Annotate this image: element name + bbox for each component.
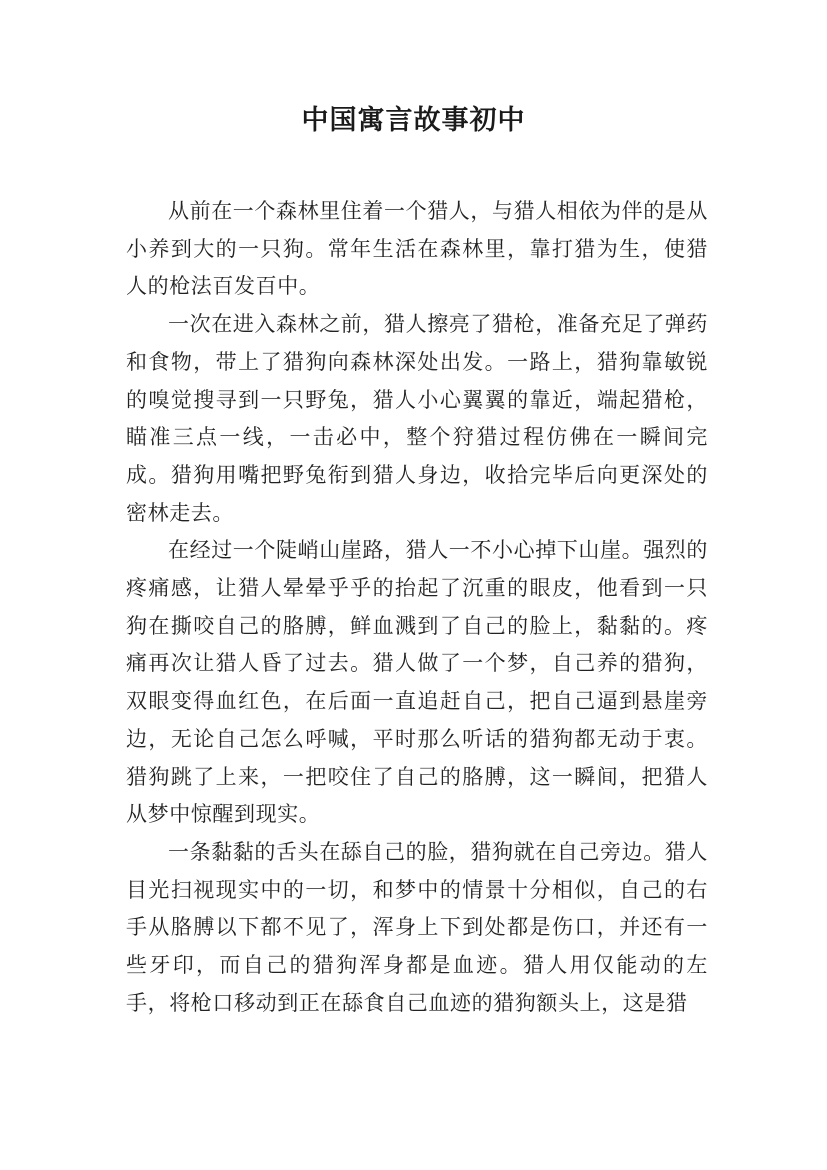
paragraph: 一次在进入森林之前，猎人擦亮了猎枪，准备充足了弹药和食物，带上了猎狗向森林深处出发。一路上，猎狗靠敏锐的嗅觉搜寻到一只野兔，猎人小心翼翼的靠近，端起猎枪，瞄准三点一线，一击必中，整个狩猎过程仿佛在一瞬间完成。猎狗用嘴把野兔衔到猎人身边，收拾完毕后向更深处的密林走去。 — [126, 312, 708, 525]
paragraph: 在经过一个陡峭山崖路，猎人一不小心掉下山崖。强烈的疼痛感，让猎人晕晕乎乎的抬起了沉重的眼皮，他看到一只狗在撕咬自己的胳膊，鲜血溅到了自己的脸上，黏黏的。疼痛再次让猎人昏了过去。猎人做了一个梦，自己养的猎狗，双眼变得血红色，在后面一直追赶自己，把自己逼到悬崖旁边，无论自己怎么呼喊，平时那么听话的猎狗都无动于衷。猎狗跳了上来，一把咬住了自己的胳膊，这一瞬间，把猎人从梦中惊醒到现实。 — [126, 538, 708, 827]
document-body — [126, 193, 708, 1022]
document-title: 中国寓言故事初中 — [301, 105, 526, 136]
paragraph: 从前在一个森林里住着一个猎人，与猎人相依为伴的是从小养到大的一只狗。常年生活在森林里，靠打猎为生，使猎人的枪法百发百中。 — [126, 199, 708, 299]
paragraph: 一条黏黏的舌头在舔自己的脸，猎狗就在自己旁边。猎人目光扫视现实中的一切，和梦中的情景十分相似，自己的右手从胳膊以下都不见了，浑身上下到处都是伤口，并还有一些牙印，而自己的猎狗浑身都是血迹。猎人用仅能动的左手，将枪口移动到正在舔食自己血迹的猎狗额头上，这是猎 — [126, 839, 708, 1015]
